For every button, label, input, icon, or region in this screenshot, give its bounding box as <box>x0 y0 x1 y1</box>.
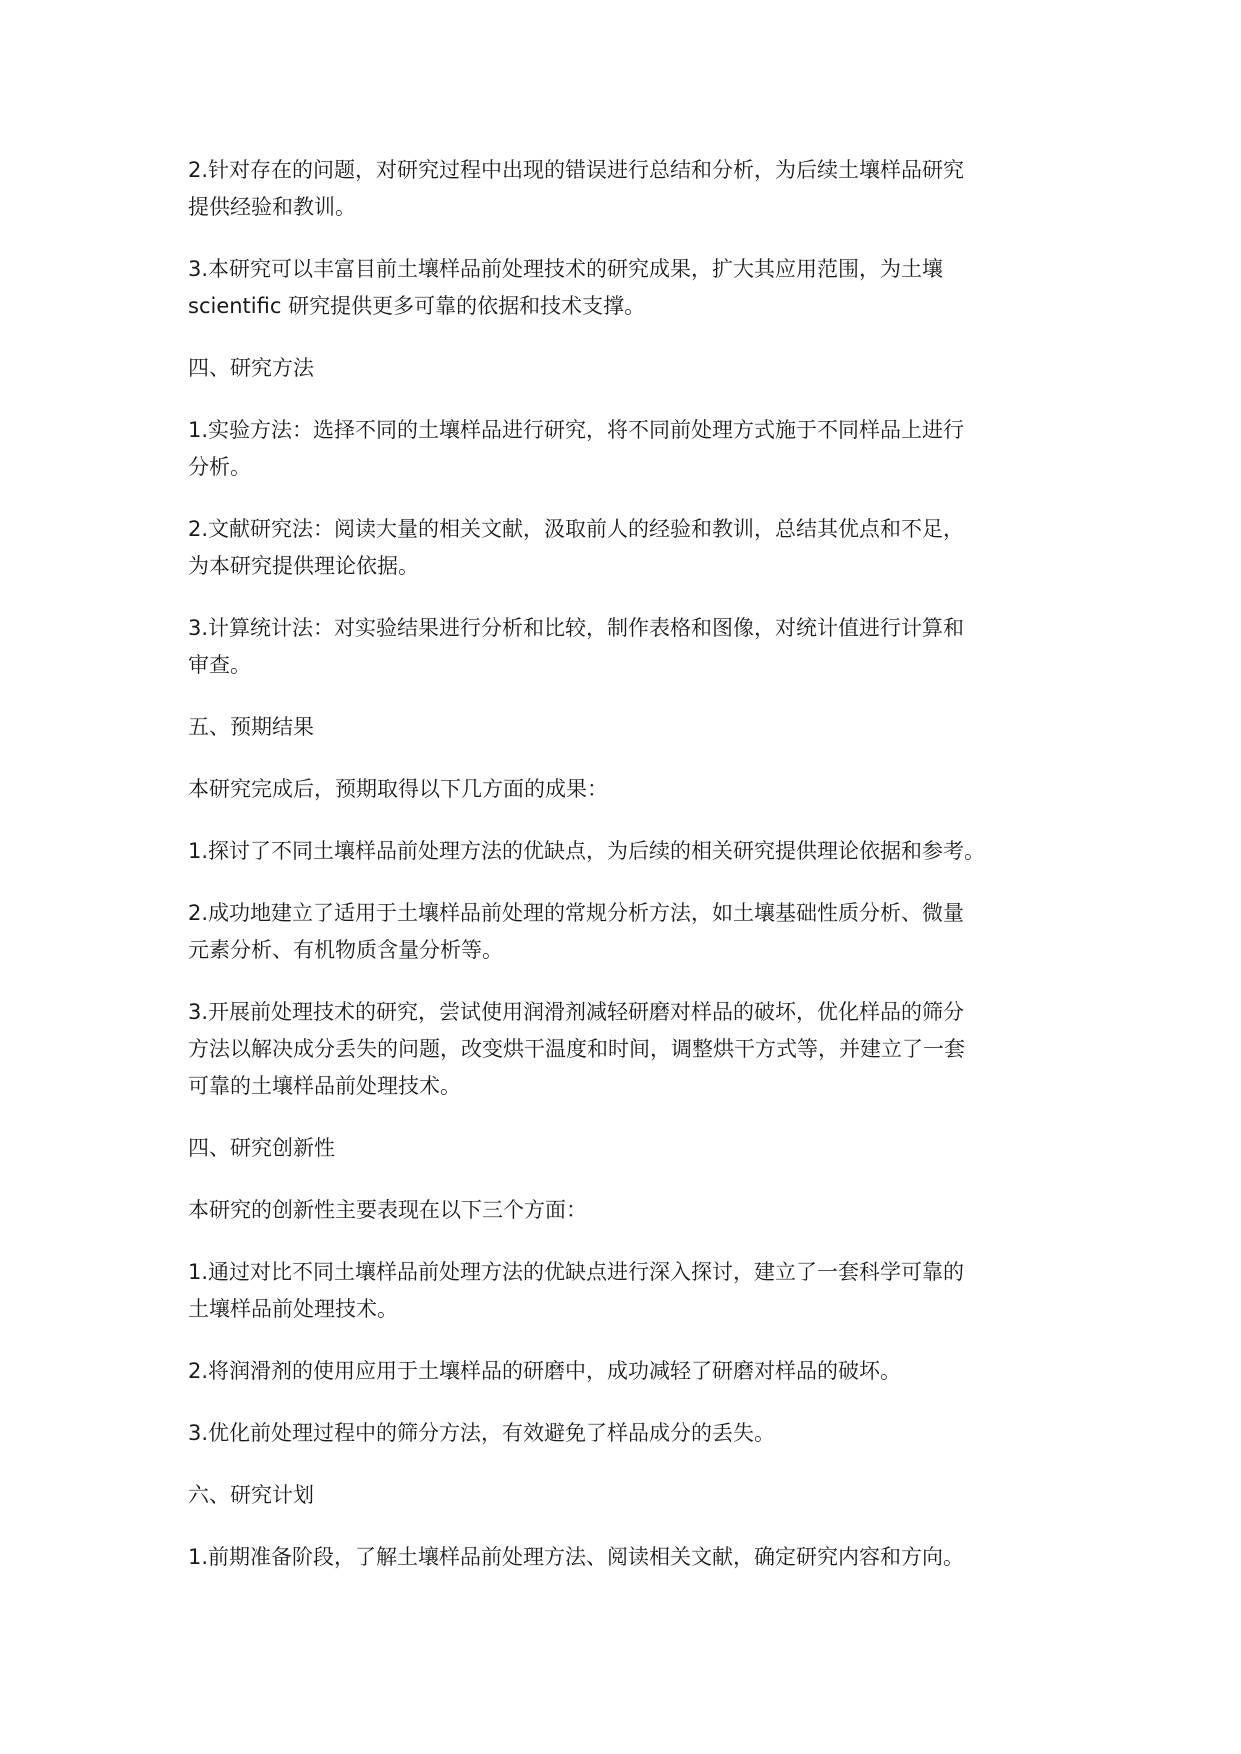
body-paragraph <box>188 511 1068 585</box>
body-paragraph <box>188 610 1068 684</box>
text-line: 六、研究计划 <box>188 1483 314 1507</box>
body-paragraph <box>188 251 1068 325</box>
text-line: 提供经验和教训。 <box>188 195 356 219</box>
text-line: 本研究完成后，预期取得以下几方面的成果： <box>188 777 608 801</box>
body-paragraph <box>188 1539 1068 1576</box>
text-line: 2.成功地建立了适用于土壤样品前处理的常规分析方法，如土壤基础性质分析、微量 <box>188 901 965 925</box>
text-line: 为本研究提供理论依据。 <box>188 554 419 578</box>
document-body <box>188 152 1068 1601</box>
text-line: 1.实验方法：选择不同的土壤样品进行研究，将不同前处理方式施于不同样品上进行 <box>188 418 965 442</box>
body-paragraph <box>188 152 1068 226</box>
text-line: 元素分析、有机物质含量分析等。 <box>188 938 503 962</box>
text-line: scientific 研究提供更多可靠的依据和技术支撑。 <box>188 294 646 318</box>
section-heading <box>188 1130 1068 1167</box>
text-line: 分析。 <box>188 455 251 479</box>
text-line: 四、研究创新性 <box>188 1136 335 1160</box>
text-line: 3.本研究可以丰富目前土壤样品前处理技术的研究成果，扩大其应用范围，为土壤 <box>188 257 944 281</box>
body-paragraph <box>188 895 1068 969</box>
text-line: 2.文献研究法：阅读大量的相关文献，汲取前人的经验和教训，总结其优点和不足， <box>188 517 965 541</box>
text-line: 1.通过对比不同土壤样品前处理方法的优缺点进行深入探讨，建立了一套科学可靠的 <box>188 1260 965 1284</box>
body-paragraph <box>188 1192 1068 1229</box>
body-paragraph <box>188 1254 1068 1328</box>
text-line: 可靠的土壤样品前处理技术。 <box>188 1074 461 1098</box>
text-line: 本研究的创新性主要表现在以下三个方面： <box>188 1198 587 1222</box>
body-paragraph <box>188 1415 1068 1452</box>
section-heading <box>188 1477 1068 1514</box>
text-line: 五、预期结果 <box>188 715 314 739</box>
text-line: 1.探讨了不同土壤样品前处理方法的优缺点，为后续的相关研究提供理论依据和参考。 <box>188 839 986 863</box>
body-paragraph <box>188 1353 1068 1390</box>
section-heading <box>188 350 1068 387</box>
text-line: 土壤样品前处理技术。 <box>188 1297 398 1321</box>
text-line: 2.将润滑剂的使用应用于土壤样品的研磨中，成功减轻了研磨对样品的破坏。 <box>188 1359 902 1383</box>
text-line: 2.针对存在的问题，对研究过程中出现的错误进行总结和分析，为后续土壤样品研究 <box>188 158 965 182</box>
section-heading <box>188 709 1068 746</box>
text-line: 3.优化前处理过程中的筛分方法，有效避免了样品成分的丢失。 <box>188 1421 776 1445</box>
body-paragraph <box>188 412 1068 486</box>
text-line: 1.前期准备阶段，了解土壤样品前处理方法、阅读相关文献，确定研究内容和方向。 <box>188 1545 965 1569</box>
text-line: 3.开展前处理技术的研究，尝试使用润滑剂减轻研磨对样品的破坏，优化样品的筛分 <box>188 1000 965 1024</box>
body-paragraph <box>188 994 1068 1105</box>
text-line: 方法以解决成分丢失的问题，改变烘干温度和时间，调整烘干方式等，并建立了一套 <box>188 1037 965 1061</box>
text-line: 审查。 <box>188 653 251 677</box>
body-paragraph <box>188 771 1068 808</box>
body-paragraph <box>188 833 1068 870</box>
text-line: 四、研究方法 <box>188 356 314 380</box>
text-line: 3.计算统计法：对实验结果进行分析和比较，制作表格和图像，对统计值进行计算和 <box>188 616 965 640</box>
